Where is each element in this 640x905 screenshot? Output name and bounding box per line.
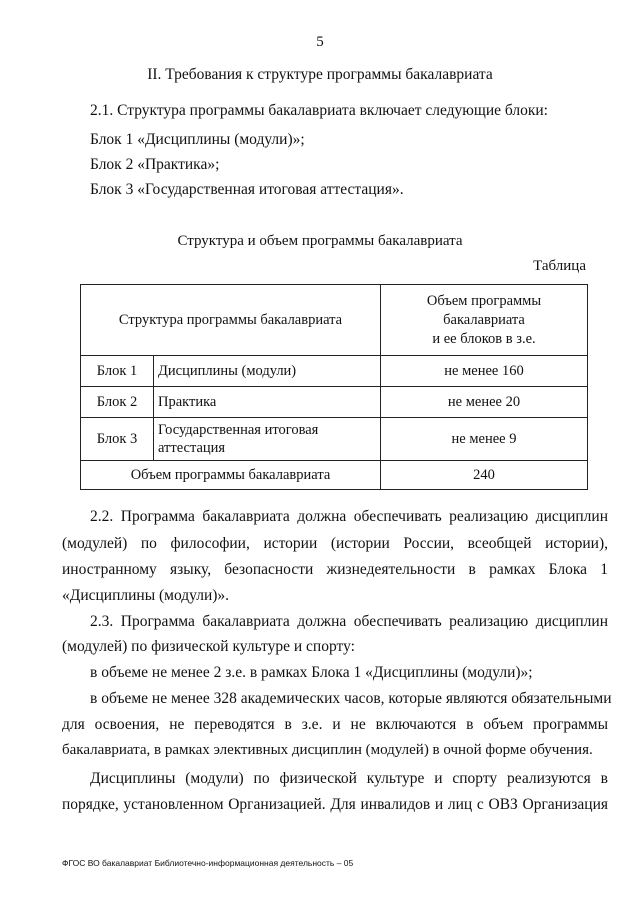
page-number: 5 xyxy=(316,34,324,50)
item-b-line: для освоения, не переводятся в з.е. и не включаются в объем программы xyxy=(62,716,608,733)
table-row xyxy=(81,418,588,461)
page-footer: ФГОС ВО бакалавриат Библиотечно-информационная деятельность – 05 xyxy=(62,858,354,868)
para-2-2-line: иностранному языку, безопасности жизнедеятельности в рамках Блока 1 xyxy=(62,561,608,578)
block3-item: Блок 3 «Государственная итоговая аттестация». xyxy=(90,181,404,198)
volume-cell: не менее 9 xyxy=(381,418,588,461)
name-cell: Дисциплины (модули) xyxy=(154,356,381,387)
name-cell: Государственная итоговая аттестация xyxy=(154,418,381,461)
structure-table xyxy=(80,284,588,490)
block-cell: Блок 3 xyxy=(81,418,154,461)
table-header-row xyxy=(81,285,588,356)
para-2-3-line: 2.3. Программа бакалавриата должна обеспечивать реализацию дисциплин xyxy=(90,613,608,630)
section-heading: II. Требования к структуре программы бакалавриата xyxy=(147,66,493,83)
para-2-2-line: (модулей) по философии, истории (истории России, всеобщей истории), xyxy=(62,535,608,552)
table-row xyxy=(81,356,588,387)
block1-item: Блок 1 «Дисциплины (модули)»; xyxy=(90,131,305,148)
header-volume: Объем программы бакалавриата и ее блоков в з.е. xyxy=(381,285,588,356)
volume-cell: не менее 20 xyxy=(381,387,588,418)
table-caption: Структура и объем программы бакалавриата xyxy=(177,233,463,249)
block-cell: Блок 2 xyxy=(81,387,154,418)
item-b-line: бакалавриата, в рамках элективных дисциплин (модулей) в очной форме обучения. xyxy=(62,742,593,758)
block-cell: Блок 1 xyxy=(81,356,154,387)
para-last-line: порядке, установленном Организацией. Для инвалидов и лиц с ОВЗ Организация xyxy=(62,796,608,813)
item-b-line: в объеме не менее 328 академических часов, которые являются обязательными xyxy=(90,690,612,707)
para-last-line: Дисциплины (модули) по физической культуре и спорту реализуются в xyxy=(90,770,608,787)
intro-paragraph: 2.1. Структура программы бакалавриата включает следующие блоки: xyxy=(90,102,548,119)
para-2-2-line: 2.2. Программа бакалавриата должна обеспечивать реализацию дисциплин xyxy=(90,508,608,525)
table-label: Таблица xyxy=(533,258,586,274)
para-2-2-line: «Дисциплины (модули)». xyxy=(62,587,230,604)
item-a: в объеме не менее 2 з.е. в рамках Блока 1 «Дисциплины (модули)»; xyxy=(90,664,533,681)
name-cell: Практика xyxy=(154,387,381,418)
table-total-row xyxy=(81,461,588,490)
total-value: 240 xyxy=(381,461,588,490)
total-label: Объем программы бакалавриата xyxy=(81,461,381,490)
volume-cell: не менее 160 xyxy=(381,356,588,387)
para-2-3-line: (модулей) по физической культуре и спорту: xyxy=(62,638,355,655)
table-row xyxy=(81,387,588,418)
header-structure: Структура программы бакалавриата xyxy=(81,285,381,356)
block2-item: Блок 2 «Практика»; xyxy=(90,156,220,173)
